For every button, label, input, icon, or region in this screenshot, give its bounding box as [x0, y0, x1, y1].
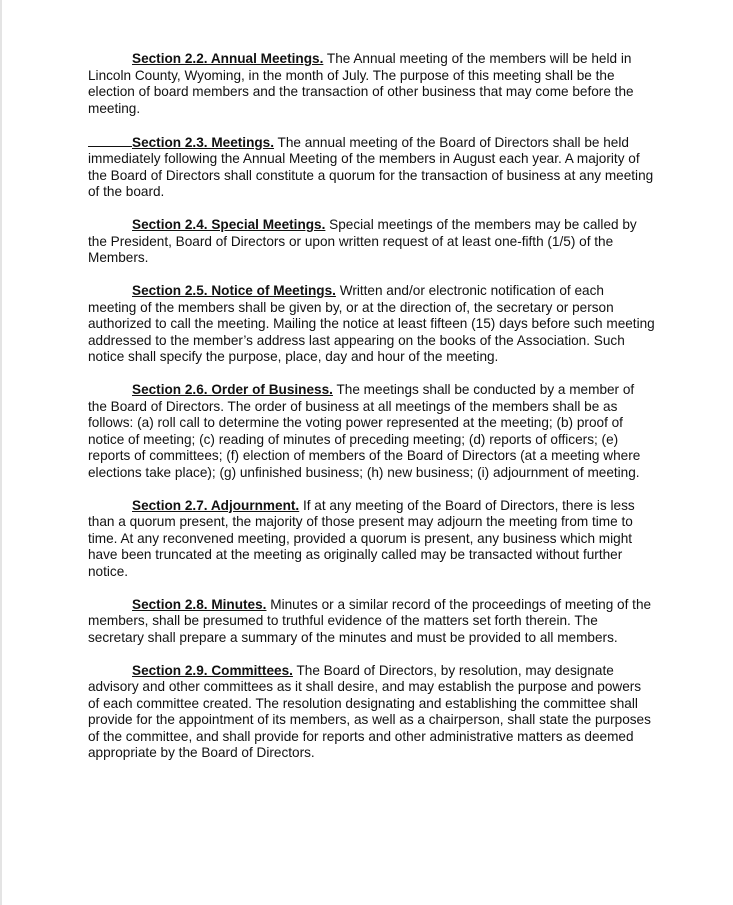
section-heading: Section 2.3. Meetings. [132, 134, 275, 150]
section-2-3 [88, 134, 656, 201]
section-2-7 [88, 498, 656, 581]
underline-rule [88, 134, 132, 147]
section-heading: Section 2.2. Annual Meetings. [132, 51, 324, 66]
section-body: If at any meeting of the Board of Directors, there is less than a quorum present, the majority of those present may adjourn the meeting from time to time. At any reconvened meeting, provided a quorum is present, any business which might have been truncated at the meeting as originally called may be transacted without further notice. [88, 497, 635, 579]
section-heading: Section 2.9. Committees. [132, 662, 293, 678]
section-heading: Section 2.4. Special Meetings. [132, 217, 326, 232]
section-heading: Section 2.5. Notice of Meetings. [132, 283, 336, 298]
section-2-9 [88, 663, 656, 762]
section-body: Minutes or a similar record of the proceedings of meeting of the members, shall be presumed to truthful evidence of the matters set forth therein. The secretary shall prepare a summary of the minutes and must be provided to all members. [88, 596, 652, 645]
section-2-6 [88, 382, 656, 481]
section-heading: Section 2.7. Adjournment. [132, 497, 300, 513]
section-2-8 [88, 597, 656, 647]
section-heading: Section 2.8. Minutes. [132, 596, 267, 612]
section-body: Written and/or electronic notification of each meeting of the members shall be given by, or at the direction of, the secretary or person authorized to call the meeting. Mailing the notice at least fifteen (15) days before such meeting addressed to the member’s address last appearing on the books of the Association. Such notice shall specify the purpose, place, day and hour of the meeting. [88, 283, 655, 364]
section-2-5 [88, 283, 656, 366]
section-body: The Annual meeting of the members will be held in Lincoln County, Wyoming, in the month of July. The purpose of this meeting shall be the election of board members and the transaction of other business that may come before the meeting. [88, 51, 634, 116]
section-2-2 [88, 51, 656, 117]
bylaws-text [88, 51, 656, 778]
section-heading: Section 2.6. Order of Business. [132, 382, 333, 397]
section-body: Special meetings of the members may be called by the President, Board of Directors or upon written request of at least one-fifth (1/5) of the Members. [88, 217, 637, 265]
section-body: The Board of Directors, by resolution, may designate advisory and other committees as it shall desire, and may establish the purpose and powers of each committee created. The resolution designating and establishing the committee shall provide for the appointment of its members, as well as a chairperson, shall state the purposes of the committee, and shall provide for reports and other administrative matters as deemed appropriate by the Board of Directors. [88, 662, 651, 760]
section-body: The annual meeting of the Board of Directors shall be held immediately following the Annual Meeting of the members in August each year. A majority of the Board of Directors shall constitute a quorum for the transaction of business at any meeting of the board. [88, 134, 654, 199]
section-2-4 [88, 217, 656, 267]
section-body: The meetings shall be conducted by a member of the Board of Directors. The order of business at all meetings of the members shall be as follows: (a) roll call to determine the voting power represented at the meeting; (b) proof of notice of meeting; (c) reading of minutes of preceding meeting; (d) reports of officers; (e) reports of committees; (f) election of members of the Board of Directors (at a meeting where elections take place); (g) unfinished business; (h) new business; (i) adjournment of meeting. [88, 382, 641, 480]
